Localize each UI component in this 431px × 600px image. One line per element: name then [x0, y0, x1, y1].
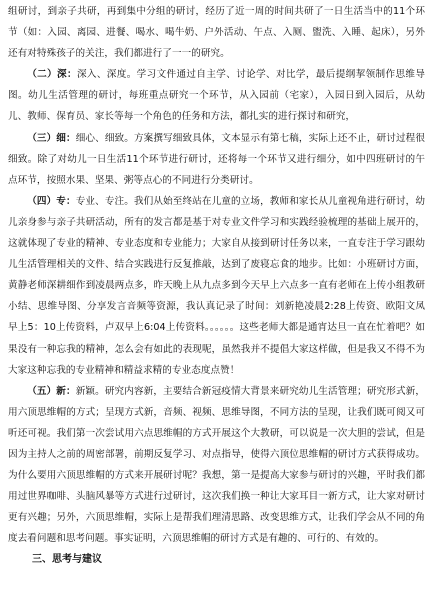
section-4-text: 专业、专注。我们从始至终站在儿童的立场，教师和家长从儿童视角进行研讨，幼儿亲身参与亲子共研活动，所有的发言都是基于对专业文件学习和实践经验梳理的基础上展开的，这就体现了专业的精神、专业态度和专业能力；大家自从接到研讨任务以来，一直专注于学习跟幼儿生活管理相关的文件、结合实践进行反复推敲，达到了废寝忘食的地步。比如：小班研讨方面，黄静老师深耕细作到凌晨两点多，昨天晚上从九点多到今天早上六点多一直有老师在上传小组教研小结、思维导图、分享发言音频等资源，我认真记录了时间：刘新艳凌晨2:28上传资、欧阳文凤早上5：10上传资料，卢双早上6:04上传资料。。。。。。这些老师大都是通宵达旦一直在忙着吧？如果没有一种忘我的精神，怎么会有如此的表现呢，虽然我并不提倡大家这样做，但是我又不得不为大家这种忘我的专业精神和精益求精的专业态度点赞！: [8, 195, 425, 376]
section-2-lead: （二）深：: [27, 69, 77, 81]
paragraph-section-3: [8, 128, 425, 191]
section-3-lead: （三）细：: [27, 132, 76, 144]
paragraph-section-5: [8, 381, 425, 550]
paragraph-section-4: [8, 191, 425, 381]
paragraph-section-2: [8, 64, 425, 127]
section-heading-3: 三、思考与建议: [32, 554, 102, 566]
section-2-text: 深入、深度。学习文件通过自主学、讨论学、对比学，最后提纲挈领制作思维导图。幼儿生活管理的研讨，每班重点研究一个环节，从入园前（宅家），入园日到入园后，从幼儿、教师、保育员、家长等每一个角色的任务和方法，都扎实的进行探讨和研究，: [8, 69, 425, 123]
section-3-text: 细心、细致。方案撰写细致具体，文本显示有第七稿，实际上还不止，研讨过程很细致。除了对幼儿一日生活11个环节进行研讨，还将每一个环节又进行细分，如中四班研讨的午点环节，按照水果、坚果、粥等点心的不同进行分类研讨。: [8, 132, 425, 186]
section-5-text: 新颖。研究内容新，主要结合新冠疫情大背景来研究幼儿生活管理；研究形式新，用六顶思维帽的方式；呈现方式新，音频、视频、思维导图，不同方法的呈现，让我们既可阅又可听还可视。我们第一次尝试用六点思维帽的方式开展这个大教研，可以说是一次大胆的尝试，但是因为主持人之前的周密部署，前期反复学习、对点指导，使得六顶位思维帽的研讨方式获得成功。为什么要用六顶思维帽的方式来开展研讨呢？我想，第一是提高大家参与研讨的兴趣，平时我们都用过世界咖啡、头脑风暴等方式进行过研讨，这次我们换一种让大家耳目一新方式，让大家对研讨更有兴趣；另外，六顶思维帽，实际上是帮我们理清思路、改变思维方式，让我们学会从不同的角度去看问题和思考问题。事实证明，六顶思维帽的研讨方式是有趣的、可行的、有效的。: [8, 385, 425, 545]
paragraph-intro-text: 组研讨，到亲子共研，再到集中分组的研讨，经历了近一周的时间共研了一日生活当中的11个环节（如：入园、离园、进餐、喝水、喝牛奶、户外活动、午点、入厕、盥洗、入睡、起床），另外还有对特殊孩子的关注，我们都进行了一一的研究。: [8, 6, 425, 60]
section-4-lead: （四）专：: [27, 195, 76, 207]
paragraph-intro: [8, 1, 425, 64]
section-5-lead: （五）新：: [27, 385, 76, 397]
